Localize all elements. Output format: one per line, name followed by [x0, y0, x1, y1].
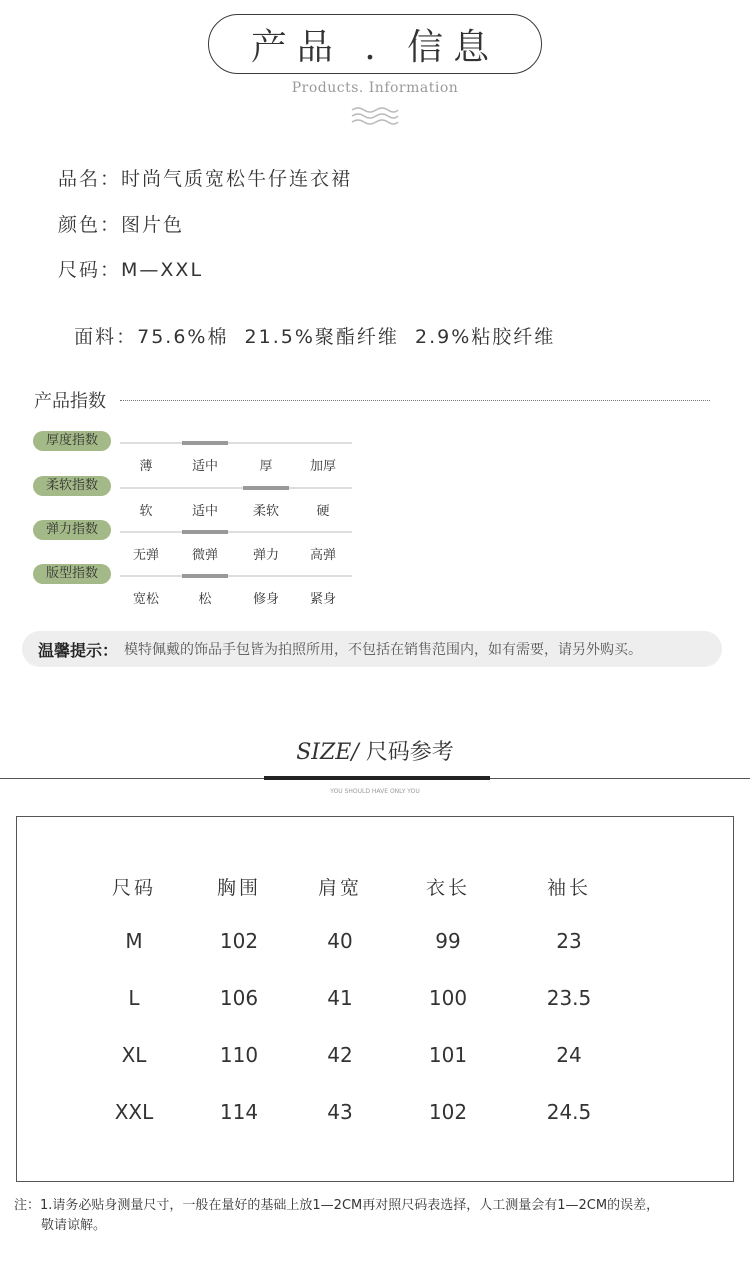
index-track [120, 575, 352, 577]
index-option: 宽松 [132, 592, 159, 607]
index-option: 松 [198, 592, 212, 607]
size-table-cell: 43 [327, 1100, 353, 1124]
index-track [120, 531, 352, 533]
product-color-value: 图片色 [121, 214, 185, 236]
note-line-1: 注：1.请务必贴身测量尺寸，一般在量好的基础上放1—2CM再对照尺码表选择，人工测量会有1—2CM的误差， [14, 1198, 660, 1213]
product-size-label: 尺码： [58, 259, 122, 281]
size-table-cell: 24 [556, 1043, 582, 1067]
size-table-header: 胸围 [216, 877, 261, 899]
size-table-cell: 23.5 [546, 986, 592, 1010]
size-table-cell: L [128, 986, 140, 1010]
index-track [120, 487, 352, 489]
product-size-value: M—XXL [121, 259, 204, 281]
measurement-note [14, 1196, 659, 1236]
index-option: 高弹 [309, 548, 336, 563]
index-option: 微弹 [191, 548, 218, 563]
index-option: 加厚 [309, 459, 336, 474]
size-table-cell: 100 [428, 986, 468, 1010]
index-row [0, 431, 400, 475]
tip-banner [22, 631, 722, 667]
size-title-en: SIZE/ [296, 740, 359, 765]
size-table-cell: XXL [114, 1100, 154, 1124]
size-table-cell: 114 [219, 1100, 259, 1124]
product-color-label: 颜色： [58, 214, 122, 236]
size-table-cell: 99 [435, 929, 461, 953]
index-option: 柔软 [252, 504, 279, 519]
product-name-value: 时尚气质宽松牛仔连衣裙 [121, 168, 353, 190]
size-table [16, 816, 734, 1182]
size-table-cell: 23 [556, 929, 582, 953]
index-row [0, 476, 400, 520]
product-name-label: 品名： [58, 168, 122, 190]
index-selected-mark [182, 530, 228, 534]
index-badge: 厚度指数 [33, 431, 111, 451]
page-subtitle: Products. Information [291, 80, 459, 96]
size-table-header: 尺码 [111, 877, 156, 899]
size-section-title [0, 735, 750, 766]
index-row [0, 564, 400, 608]
index-option: 弹力 [252, 548, 279, 563]
size-rule-accent [264, 776, 490, 780]
tip-text: 模特佩戴的饰品手包皆为拍照所用，不包括在销售范围内，如有需要，请另外购买。 [124, 642, 643, 658]
index-badge: 版型指数 [33, 564, 111, 584]
size-table-cell: 42 [327, 1043, 353, 1067]
index-option: 厚 [259, 459, 273, 474]
index-row [0, 520, 400, 564]
wave-decoration-icon [350, 106, 400, 126]
size-table-header: 袖长 [546, 877, 591, 899]
index-selected-mark [182, 441, 228, 445]
index-option: 适中 [191, 459, 218, 474]
size-table-cell: 102 [428, 1100, 468, 1124]
size-table-cell: 41 [327, 986, 353, 1010]
product-color [58, 210, 184, 237]
size-title-cn: 尺码参考 [358, 740, 454, 765]
index-badge: 弹力指数 [33, 520, 111, 540]
size-table-header: 肩宽 [317, 877, 362, 899]
index-option: 修身 [252, 592, 279, 607]
product-name [58, 164, 352, 191]
size-table-cell: 40 [327, 929, 353, 953]
size-tagline: YOU SHOULD HAVE ONLY YOU [330, 788, 420, 795]
size-table-header: 衣长 [425, 877, 470, 899]
tip-label: 温馨提示： [38, 640, 119, 660]
size-table-cell: 110 [219, 1043, 259, 1067]
index-badge: 柔软指数 [33, 476, 111, 496]
page-title: 产品 . 信息 [208, 14, 542, 74]
index-option: 薄 [139, 459, 153, 474]
size-table-cell: 24.5 [546, 1100, 592, 1124]
size-table-cell: 101 [428, 1043, 468, 1067]
index-option: 适中 [191, 504, 218, 519]
index-option: 硬 [316, 504, 330, 519]
product-fabric-value: 75.6%棉 21.5%聚酯纤维 2.9%粘胶纤维 [137, 326, 556, 348]
product-fabric-label: 面料： [74, 326, 138, 348]
size-table-cell: 102 [219, 929, 259, 953]
index-track [120, 442, 352, 444]
index-option: 软 [139, 504, 153, 519]
index-selected-mark [243, 486, 289, 490]
index-selected-mark [182, 574, 228, 578]
index-option: 紧身 [309, 592, 336, 607]
dotted-divider [120, 400, 710, 401]
product-fabric [58, 300, 555, 349]
size-table-cell: M [125, 929, 143, 953]
note-line-2: 敬请谅解。 [41, 1218, 107, 1233]
product-size [58, 255, 203, 282]
size-table-cell: 106 [219, 986, 259, 1010]
index-option: 无弹 [132, 548, 159, 563]
size-table-cell: XL [121, 1043, 147, 1067]
index-section-title: 产品指数 [34, 391, 106, 412]
